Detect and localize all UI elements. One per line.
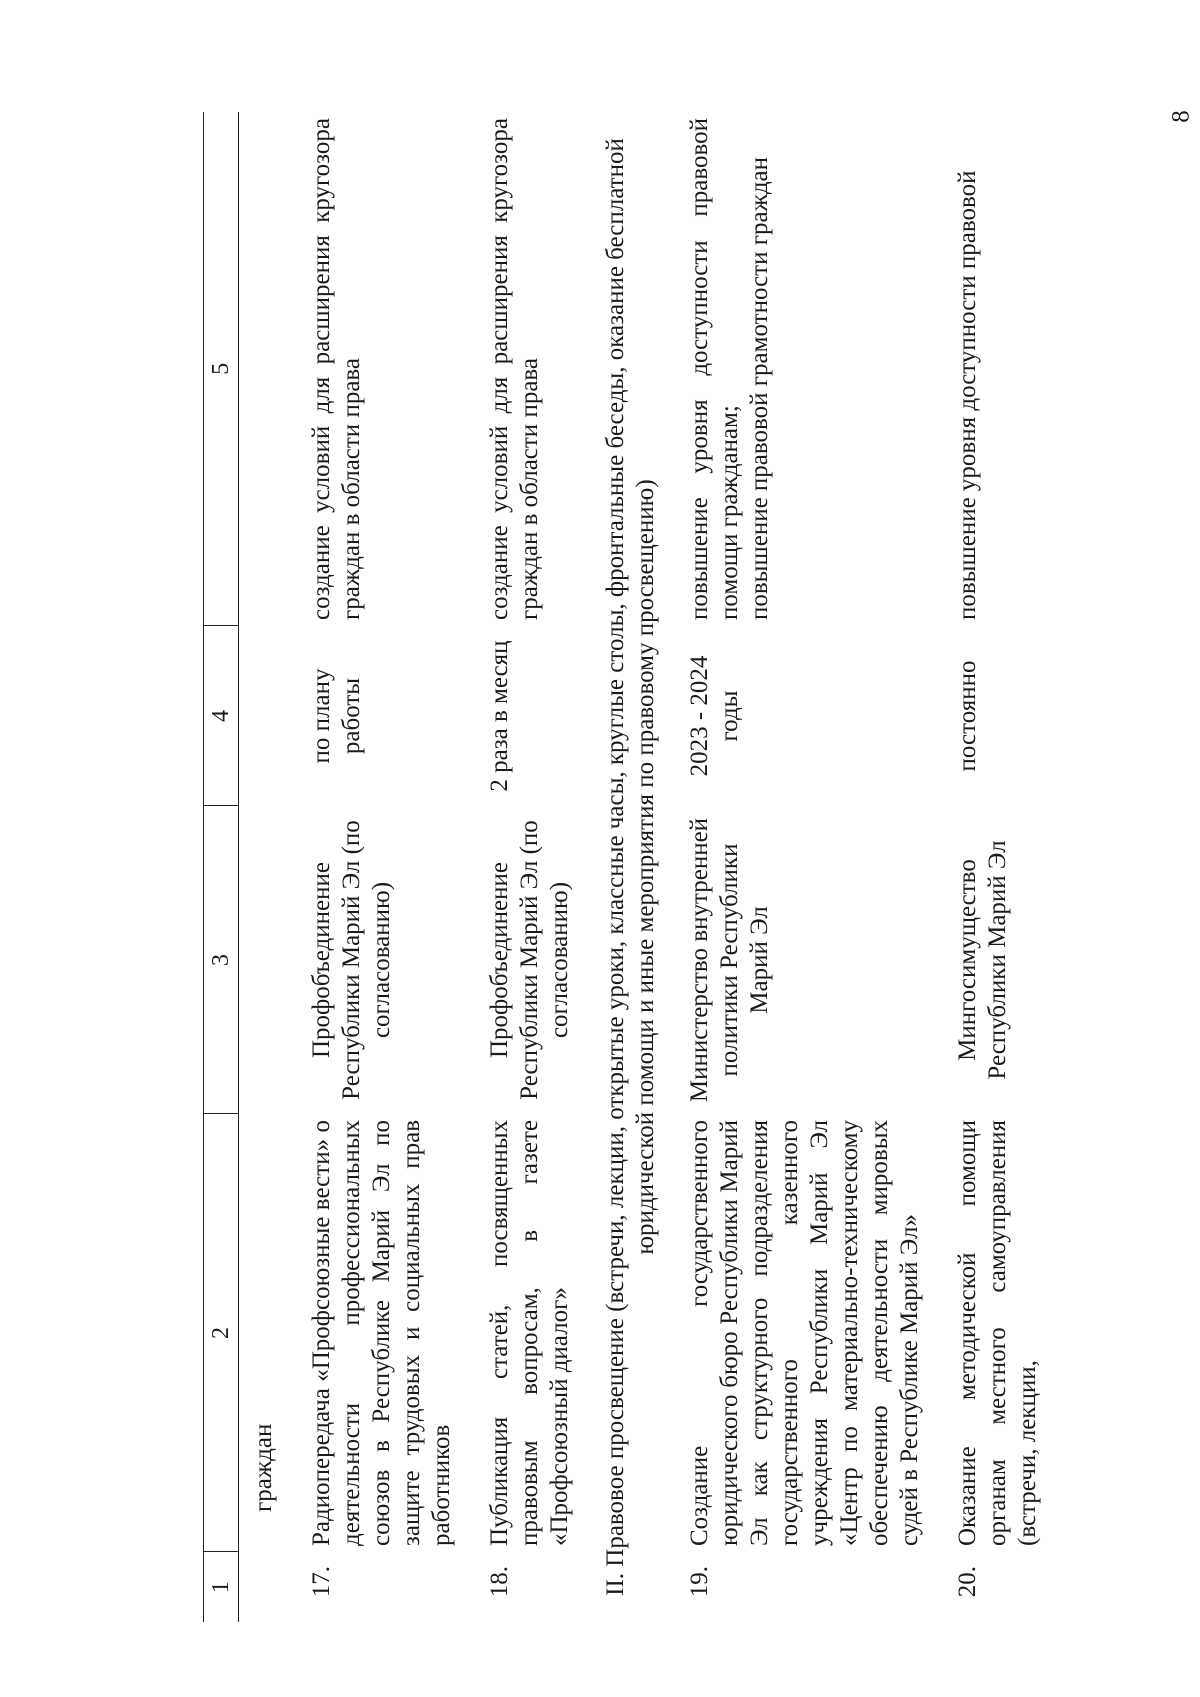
row-number: 19. [686,1566,713,1598]
row-result: создание условий для расширения кругозора граждан в области права [486,118,543,620]
row-result: повышение уровня доступности правовой [954,170,981,620]
continuation-row [239,112,292,1622]
row-event: Публикация статей, посвященных правовым вопросам, в газете «Профсоюзный диалог» [486,1120,573,1546]
table-row [675,112,937,1622]
section-title: II. Правовое просвещение (встречи, лекции, открытые уроки, классные часы, круглые столы, фронтальные беседы, оказание бесплатной юридической помощи и иные мероприятия по правовому просвещению) [602,138,659,1596]
table-row [469,112,587,1622]
row-event: Создание государственного юридического бюро Республики Марий Эл как структурного подразделения государственного казенного учреждения Республики Марий Эл «Центр по материально-техническому обеспечению деятельности мировых судей в Республике Марий Эл» [686,1120,923,1546]
events-table [203,112,1055,1622]
row-result [675,112,937,626]
header-col-2: 2 [204,1114,239,1552]
row-event: Радиопередача «Профсоюзные вести» о деятельности профессиональных союзов в Республике Марий Эл по защите трудовых и социальных прав работников [308,1120,455,1546]
row-number: 18. [486,1566,513,1598]
row-number: 17. [308,1566,335,1598]
section-row [587,112,675,1622]
row-result-line-1: повышение уровня доступности правовой помощи гражданам; [686,118,743,620]
header-col-5: 5 [204,112,239,626]
row-responsible: Профобъединение Республики Марий Эл (по согласованию) [308,820,395,1100]
row-result-line-2: повышение правовой грамотности граждан [746,156,773,620]
table-row [291,112,469,1622]
row-responsible: Министерство внутренней политики Республики Марий Эл [686,817,773,1103]
row-responsible: Профобъединение Республики Марий Эл (по согласованию) [486,820,573,1100]
header-row [204,112,239,1622]
page-number: 8 [1167,110,1195,123]
header-col-3: 3 [204,806,239,1114]
header-col-4: 4 [204,626,239,806]
row-term: по плану работы [308,668,365,764]
header-col-1: 1 [204,1552,239,1622]
row-term: постоянно [954,660,981,772]
row-term: 2023 - 2024 годы [686,655,743,777]
row-number: 20. [954,1566,981,1598]
table-row [937,112,1055,1622]
row-term: 2 раза в месяц [486,640,513,792]
row-result: создание условий для расширения кругозора граждан в области права [308,118,365,620]
row-responsible: Мингосимущество Республики Марий Эл [954,840,1011,1080]
row-event: Оказание методической помощи органам местного самоуправления (встречи, лекции, [954,1120,1041,1546]
rotated-table-container [203,112,1200,1622]
continuation-text: граждан [250,1423,277,1512]
